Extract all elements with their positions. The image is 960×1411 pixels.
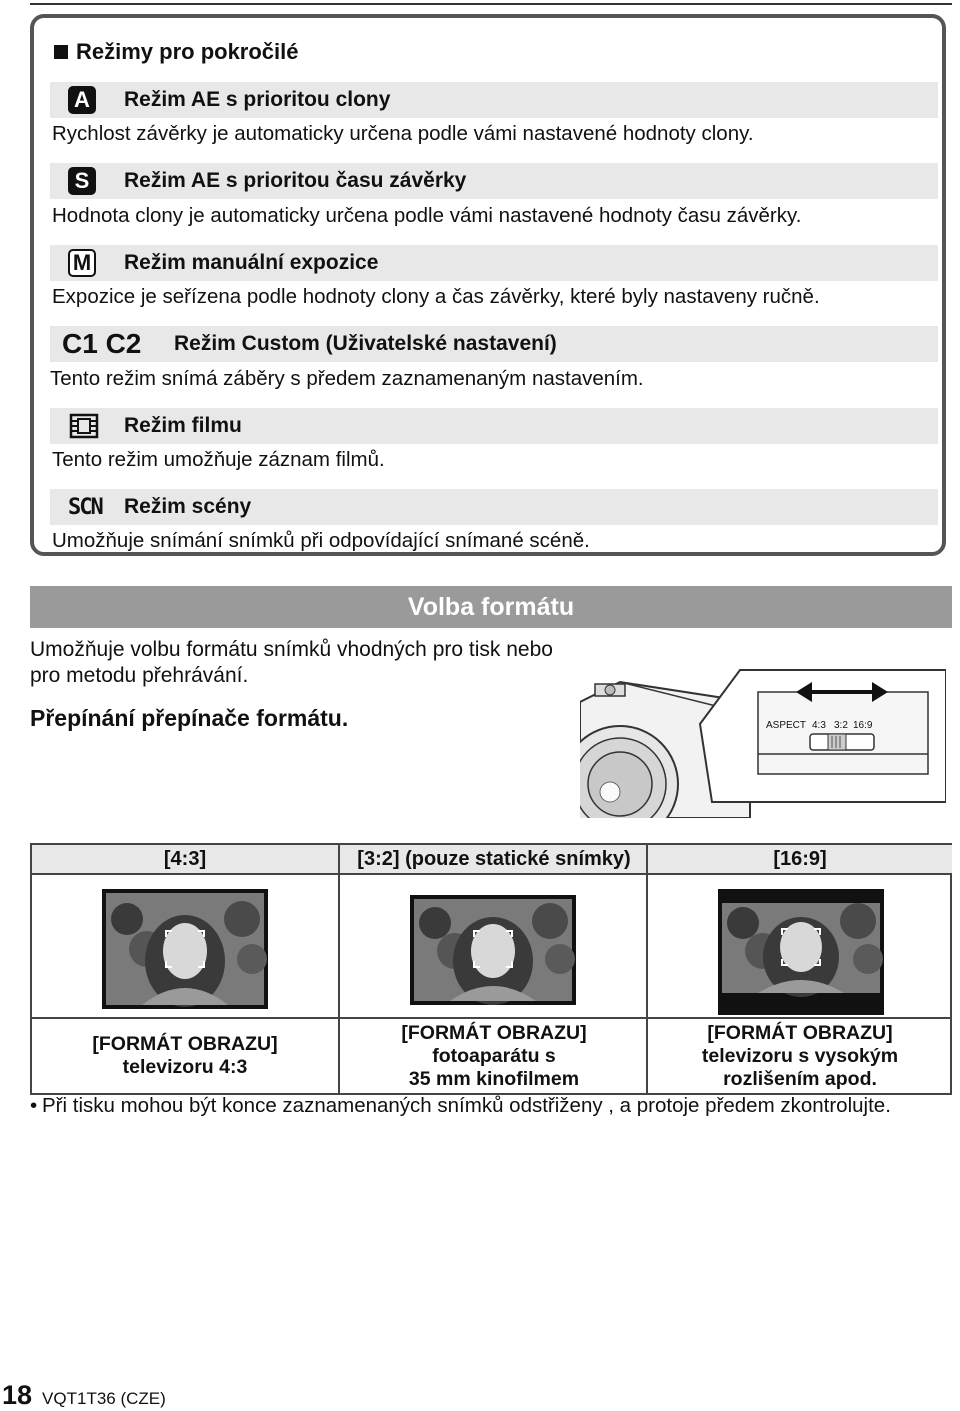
mode-label: Režim scény	[124, 495, 252, 518]
advanced-modes-box	[30, 14, 946, 556]
aspect-opt-3-2: 3:2	[834, 720, 848, 731]
scene-mode-icon: SCN	[68, 494, 102, 520]
column-foot: [FORMÁT OBRAZU] televizoru 4:3	[32, 1017, 338, 1093]
film-icon	[68, 412, 100, 440]
modes-title: Režimy pro pokročilé	[54, 39, 299, 65]
bullet-icon: •	[30, 1094, 38, 1117]
mode-bar-custom	[50, 326, 938, 362]
mode-desc: Tento režim snímá záběry s předem zaznamenaným nastavením.	[50, 367, 644, 390]
photo-4-3	[102, 889, 268, 1009]
column-foot: [FORMÁT OBRAZU] televizoru s vysokým rozlišením apod.	[648, 1017, 952, 1093]
mode-bar-film	[50, 408, 938, 444]
mode-desc: Umožňuje snímání snímků při odpovídající snímané scéně.	[52, 529, 590, 552]
intro-text: Umožňuje volbu formátu snímků vhodných pro tisk nebo pro metodu přehrávání.	[30, 638, 553, 687]
page-footer	[2, 1380, 166, 1411]
shutter-priority-icon: S	[68, 167, 96, 195]
aperture-priority-icon: A	[68, 86, 96, 114]
mode-bar-scene	[50, 489, 938, 525]
column-head: [3:2] (pouze statické snímky)	[340, 845, 648, 875]
column-3-2	[338, 845, 648, 1093]
photo-16-9	[718, 889, 884, 1015]
mode-bar-manual	[50, 245, 938, 281]
column-16-9	[646, 845, 952, 1093]
aspect-ratio-table	[30, 843, 952, 1095]
aspect-label: ASPECT	[766, 720, 807, 731]
column-4-3	[32, 845, 338, 1093]
custom-mode-icon: C1 C2	[62, 328, 142, 359]
column-head: [4:3]	[32, 845, 338, 875]
mode-label: Režim filmu	[124, 414, 242, 437]
camera-aspect-switch-illustration	[580, 662, 946, 818]
mode-label: Režim AE s prioritou clony	[124, 88, 391, 111]
mode-desc: Rychlost závěrky je automaticky určena podle vámi nastavené hodnoty clony.	[52, 122, 754, 145]
square-bullet-icon	[54, 45, 68, 59]
print-note: • Při tisku mohou být konce zaznamenaných snímků odstřiženy , a protoje předem zkontrolujte.	[30, 1094, 891, 1117]
mode-bar-aperture	[50, 82, 938, 118]
aspect-opt-4-3: 4:3	[812, 720, 826, 731]
mode-bar-shutter	[50, 163, 938, 199]
photo-3-2	[410, 889, 576, 1009]
column-head: [16:9]	[648, 845, 952, 875]
manual-exposure-icon: M	[68, 249, 96, 277]
mode-label: Režim AE s prioritou času závěrky	[124, 169, 467, 192]
page-number: 18	[2, 1380, 33, 1410]
mode-label: Režim Custom (Uživatelské nastavení)	[174, 332, 557, 355]
top-rule	[30, 3, 952, 5]
document-code: VQT1T36 (CZE)	[42, 1389, 166, 1408]
section-header: Volba formátu	[30, 586, 952, 628]
switch-title: Přepínání přepínače formátu.	[30, 705, 349, 731]
column-foot: [FORMÁT OBRAZU] fotoaparátu s 35 mm kinofilmem	[340, 1017, 648, 1093]
mode-desc: Expozice je seřízena podle hodnoty clony a čas závěrky, které byly nastaveny ručně.	[52, 285, 820, 308]
aspect-opt-16-9: 16:9	[853, 720, 873, 731]
mode-label: Režim manuální expozice	[124, 251, 379, 274]
mode-desc: Hodnota clony je automaticky určena podle vámi nastavené hodnoty času závěrky.	[52, 204, 802, 227]
mode-desc: Tento režim umožňuje záznam filmů.	[52, 448, 385, 471]
